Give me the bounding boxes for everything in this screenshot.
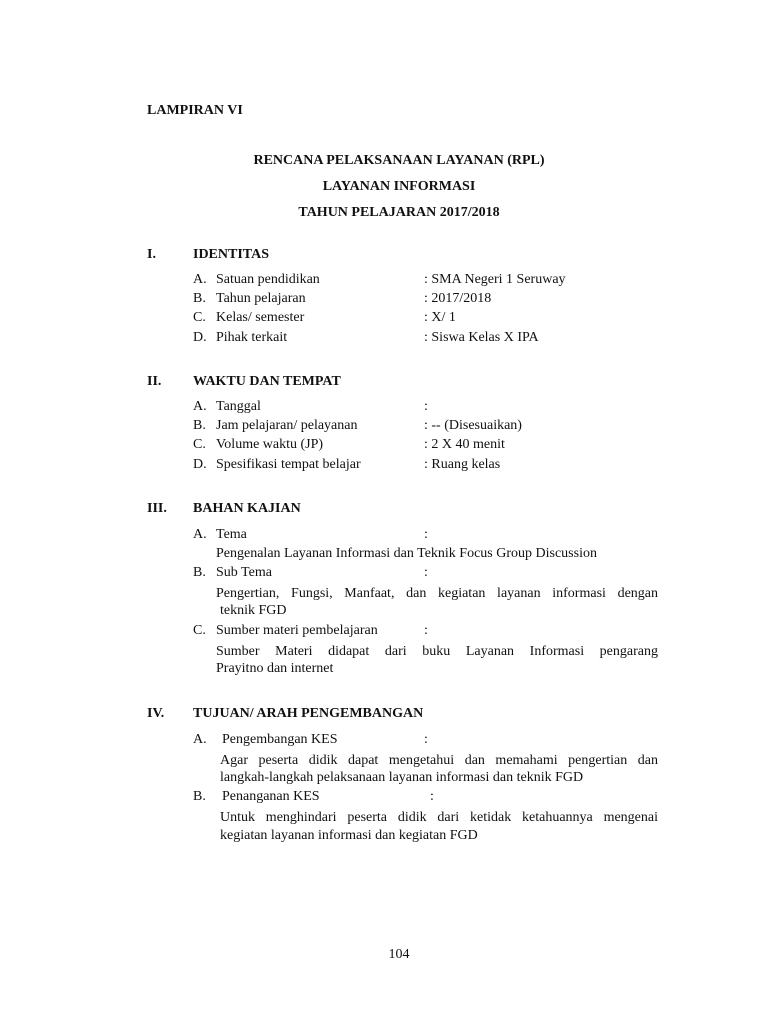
item-letter: B. [193, 418, 206, 433]
section-number: IV. [147, 706, 165, 721]
item-text: kegiatan layanan informasi dan kegiatan FGD [220, 828, 478, 843]
item-text: Sumber Materi didapat dari buku Layanan Informasi pengarang [216, 644, 658, 659]
item-letter: C. [193, 437, 206, 452]
section-number: II. [147, 374, 162, 389]
item-colon: : [424, 527, 428, 542]
item-letter: B. [193, 291, 206, 306]
item-letter: A. [193, 272, 207, 287]
item-label: Tanggal [216, 399, 261, 414]
section-number: I. [147, 247, 156, 262]
item-letter: B. [193, 789, 206, 804]
item-label: Tahun pelajaran [216, 291, 306, 306]
item-letter: C. [193, 623, 206, 638]
lampiran-label: LAMPIRAN VI [147, 103, 243, 118]
page-number: 104 [388, 947, 410, 962]
item-value: : 2017/2018 [424, 291, 492, 306]
item-value: : 2 X 40 menit [424, 437, 505, 452]
item-text: Pengertian, Fungsi, Manfaat, dan kegiatan layanan informasi dengan [216, 586, 658, 601]
item-value: : X/ 1 [424, 310, 456, 325]
section-number: III. [147, 501, 167, 516]
item-value: : SMA Negeri 1 Seruway [424, 272, 566, 287]
item-colon: : [424, 565, 428, 580]
item-label: Penanganan KES [222, 789, 320, 804]
item-text: Agar peserta didik dapat mengetahui dan memahami pengertian dan [220, 753, 658, 768]
item-label: Spesifikasi tempat belajar [216, 457, 361, 472]
item-letter: D. [193, 457, 207, 472]
item-letter: D. [193, 330, 207, 345]
item-label: Pihak terkait [216, 330, 288, 345]
item-text: Pengenalan Layanan Informasi dan Teknik Focus Group Discussion [216, 546, 597, 561]
section-heading: BAHAN KAJIAN [193, 501, 301, 516]
item-letter: A. [193, 527, 207, 542]
item-label: Volume waktu (JP) [216, 437, 324, 452]
item-label: Satuan pendidikan [216, 272, 320, 287]
item-colon: : [424, 732, 428, 747]
item-letter: B. [193, 565, 206, 580]
item-letter: A. [193, 399, 207, 414]
item-value: : Ruang kelas [424, 457, 501, 472]
item-value: : [424, 399, 428, 414]
item-value: : Siswa Kelas X IPA [424, 330, 539, 345]
item-label: Tema [216, 527, 247, 542]
item-letter: C. [193, 310, 206, 325]
document-year: TAHUN PELAJARAN 2017/2018 [298, 205, 500, 220]
item-letter: A. [193, 732, 207, 747]
document-subtitle: LAYANAN INFORMASI [322, 179, 476, 194]
item-value: : -- (Disesuaikan) [424, 418, 522, 433]
item-label: Sumber materi pembelajaran [216, 623, 378, 638]
item-label: Jam pelajaran/ pelayanan [216, 418, 358, 433]
item-text: Prayitno dan internet [216, 661, 334, 676]
item-label: Kelas/ semester [216, 310, 305, 325]
section-heading: TUJUAN/ ARAH PENGEMBANGAN [193, 706, 424, 721]
section-heading: WAKTU DAN TEMPAT [193, 374, 341, 389]
item-label: Pengembangan KES [222, 732, 338, 747]
item-colon: : [424, 623, 428, 638]
document-title: RENCANA PELAKSANAAN LAYANAN (RPL) [253, 153, 545, 168]
item-colon: : [430, 789, 434, 804]
item-text: langkah-langkah pelaksanaan layanan informasi dan teknik FGD [220, 770, 584, 785]
section-heading: IDENTITAS [193, 247, 269, 262]
item-label: Sub Tema [216, 565, 272, 580]
item-text: Untuk menghindari peserta didik dari ketidak ketahuannya mengenai [220, 810, 658, 825]
item-text: teknik FGD [220, 603, 287, 618]
